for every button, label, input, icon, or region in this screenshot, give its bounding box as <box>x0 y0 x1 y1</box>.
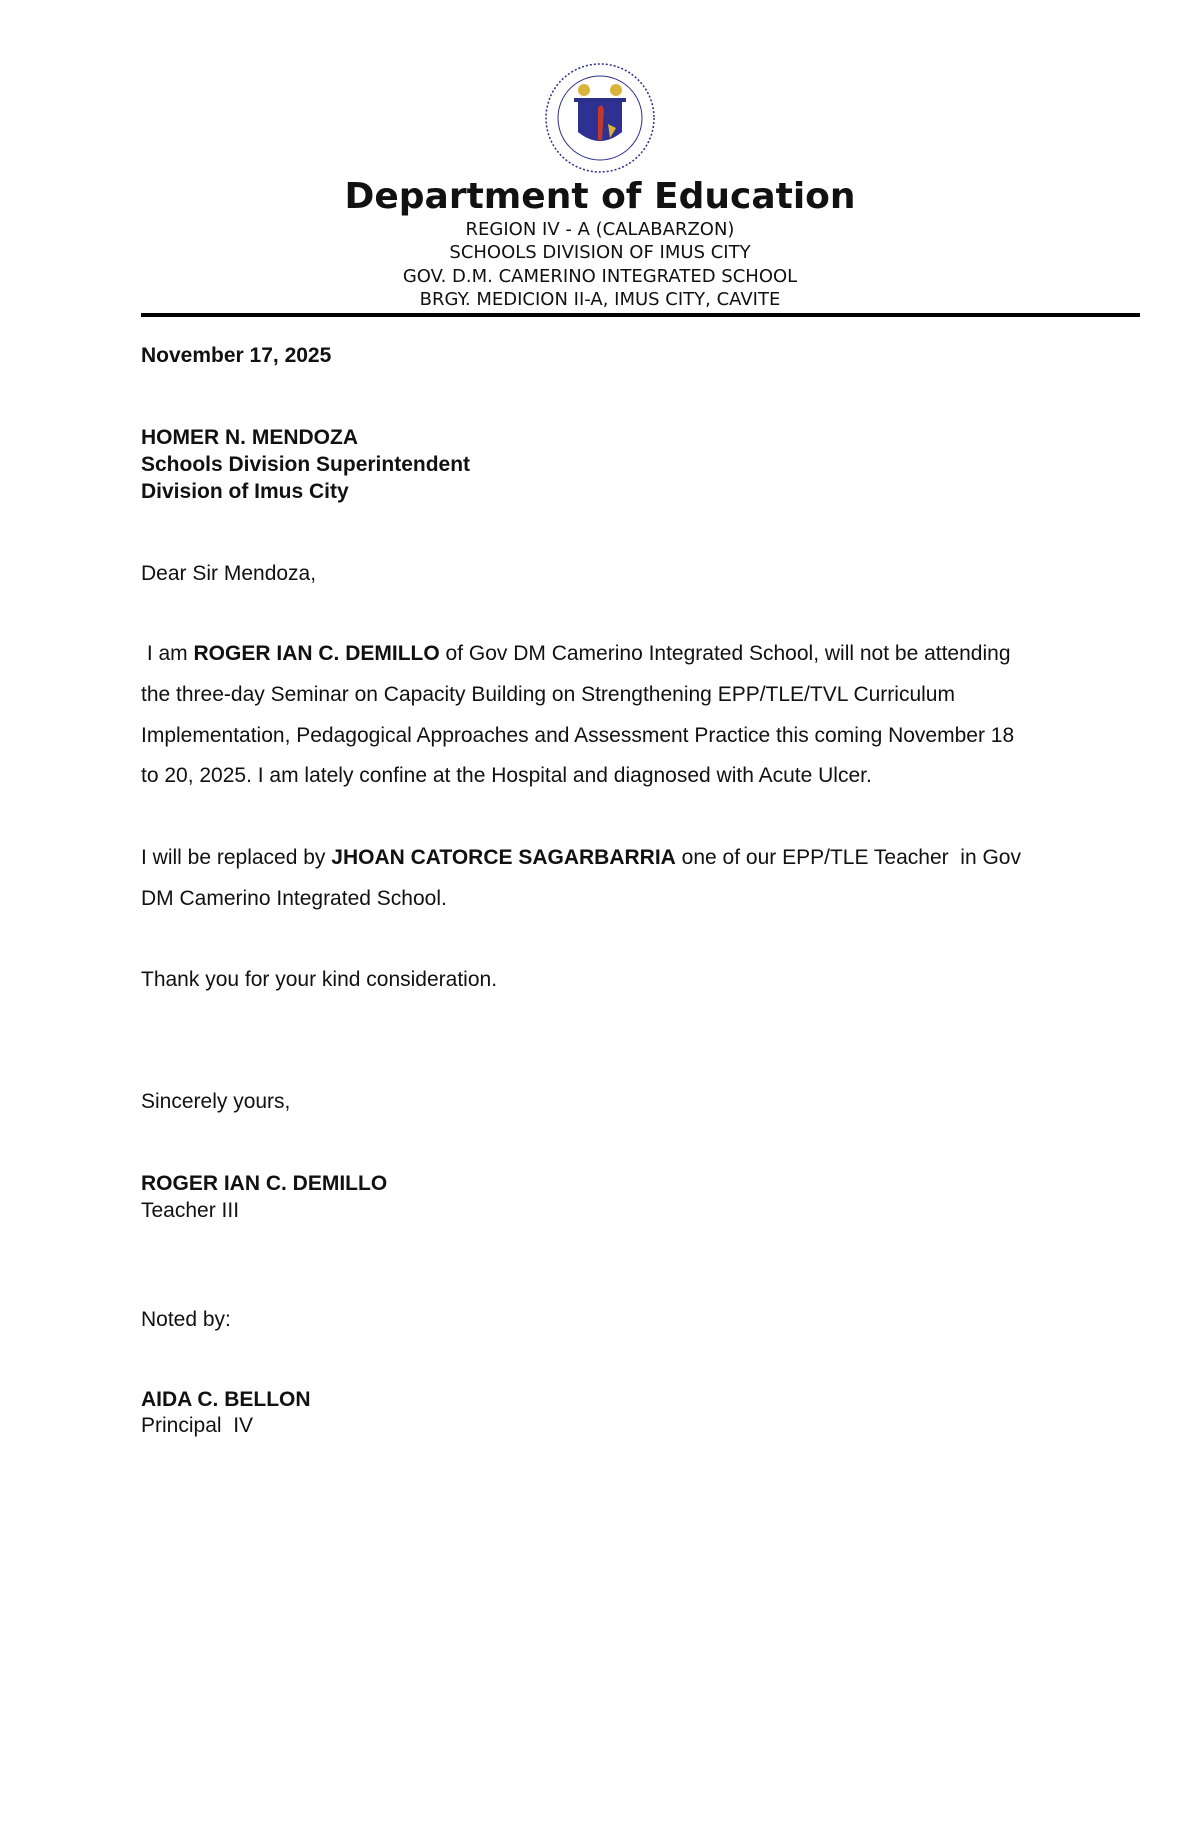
address-line: BRGY. MEDICION II-A, IMUS CITY, CAVITE <box>419 289 781 310</box>
text: I am <box>141 642 194 665</box>
noted-by-label: Noted by: <box>141 1308 231 1331</box>
closing: Sincerely yours, <box>141 1090 291 1113</box>
sender-name-inline: ROGER IAN C. DEMILLO <box>193 642 440 665</box>
signer-name: ROGER IAN C. DEMILLO <box>141 1172 388 1195</box>
body-paragraph-1-line-2: the three-day Seminar on Capacity Building on Strengthening EPP/TLE/TVL Curriculum <box>141 683 955 706</box>
noter-name: AIDA C. BELLON <box>141 1388 311 1411</box>
salutation: Dear Sir Mendoza, <box>141 562 317 585</box>
department-title: Department of Education <box>344 176 856 217</box>
body-paragraph-2-line-1 <box>141 846 1021 870</box>
body-paragraph-1-line-3: Implementation, Pedagogical Approaches and Assessment Practice this coming November 18 <box>141 724 1015 747</box>
text: one of our EPP/TLE Teacher in Gov <box>675 846 1021 869</box>
deped-seal-logo <box>544 62 656 174</box>
region-line: REGION IV - A (CALABARZON) <box>465 219 735 240</box>
school-line: GOV. D.M. CAMERINO INTEGRATED SCHOOL <box>402 266 798 287</box>
letter-date: November 17, 2025 <box>141 344 332 367</box>
recipient-name: HOMER N. MENDOZA <box>141 426 358 449</box>
text: I will be replaced by <box>141 846 332 869</box>
body-paragraph-1-line-4: to 20, 2025. I am lately confine at the Hospital and diagnosed with Acute Ulcer. <box>141 764 872 787</box>
replacement-name: JHOAN CATORCE SAGARBARRIA <box>331 846 676 869</box>
division-line: SCHOOLS DIVISION OF IMUS CITY <box>449 242 751 263</box>
recipient-title: Schools Division Superintendent <box>141 453 471 476</box>
body-paragraph-1-line-1 <box>141 642 1011 666</box>
recipient-office: Division of Imus City <box>141 480 349 503</box>
body-paragraph-2-line-2: DM Camerino Integrated School. <box>141 887 447 910</box>
noter-title: Principal IV <box>141 1414 254 1437</box>
text: of Gov DM Camerino Integrated School, will not be attending <box>439 642 1011 665</box>
thanks-line: Thank you for your kind consideration. <box>141 968 498 991</box>
signer-title: Teacher III <box>141 1199 240 1222</box>
header-rule <box>141 313 1140 317</box>
